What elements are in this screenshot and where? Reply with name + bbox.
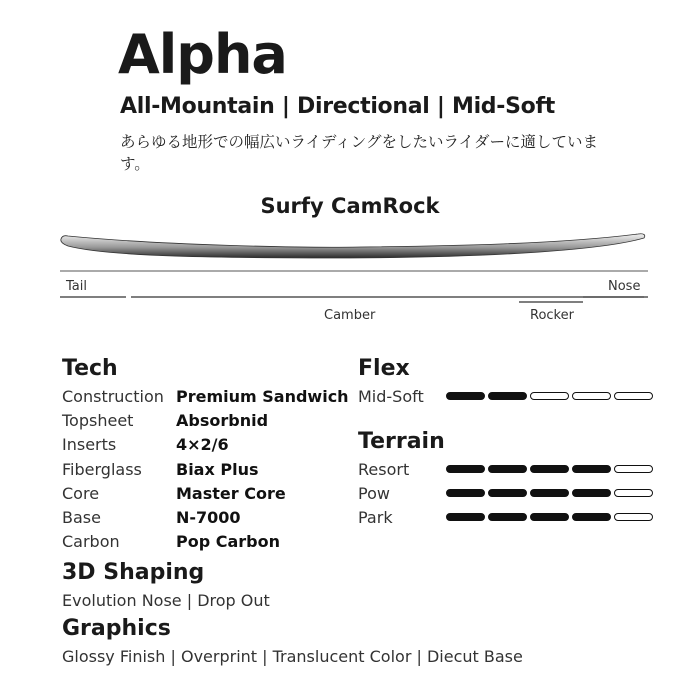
rating-segment-filled <box>530 489 569 497</box>
graphics-heading: Graphics <box>62 616 171 641</box>
rating-segment-filled <box>530 513 569 521</box>
graphics-text: Glossy Finish | Overprint | Translucent Color | Diecut Base <box>62 647 523 666</box>
terrain-label-pow: Pow <box>358 484 390 503</box>
rating-segment-empty <box>530 392 569 400</box>
spec-label-topsheet: Topsheet <box>62 411 134 430</box>
spec-label-base: Base <box>62 508 101 527</box>
rating-segment-filled <box>572 489 611 497</box>
spec-value-topsheet: Absorbnid <box>176 411 269 430</box>
rating-segment-filled <box>446 465 485 473</box>
terrain-label-park: Park <box>358 508 393 527</box>
spec-value-construction: Premium Sandwich <box>176 387 349 406</box>
rating-segment-empty <box>614 392 653 400</box>
profile-title: Surfy CamRock <box>260 194 440 218</box>
terrain-heading: Terrain <box>358 429 445 454</box>
nose-label: Nose <box>608 279 641 294</box>
rating-segment-empty <box>614 465 653 473</box>
rating-segment-filled <box>446 489 485 497</box>
spec-label-fiberglass: Fiberglass <box>62 460 142 479</box>
flex-heading: Flex <box>358 356 410 381</box>
rating-segment-filled <box>446 513 485 521</box>
rating-segment-filled <box>572 465 611 473</box>
spec-value-carbon: Pop Carbon <box>176 532 281 551</box>
spec-value-base: N-7000 <box>176 508 241 527</box>
rating-segment-filled <box>488 513 527 521</box>
spec-label-carbon: Carbon <box>62 532 120 551</box>
board-shape <box>61 234 645 258</box>
camber-label: Camber <box>324 308 376 323</box>
spec-label-construction: Construction <box>62 387 164 406</box>
terrain-rating-bar-park <box>446 513 653 521</box>
product-title: Alpha <box>118 23 287 86</box>
product-subtitle: All-Mountain | Directional | Mid-Soft <box>120 94 555 119</box>
tech-heading: Tech <box>62 356 118 381</box>
flex-rating-bar <box>446 392 653 400</box>
shaping-text: Evolution Nose | Drop Out <box>62 591 270 610</box>
rating-segment-empty <box>614 513 653 521</box>
spec-value-fiberglass: Biax Plus <box>176 460 259 479</box>
rating-segment-filled <box>488 392 527 400</box>
spec-value-inserts: 4×2/6 <box>176 435 229 454</box>
spec-value-core: Master Core <box>176 484 286 503</box>
terrain-rating-bar-pow <box>446 489 653 497</box>
flex-label-mid-soft: Mid-Soft <box>358 387 424 406</box>
rating-segment-filled <box>572 513 611 521</box>
rating-segment-filled <box>530 465 569 473</box>
rating-segment-filled <box>488 489 527 497</box>
terrain-rating-bar-resort <box>446 465 653 473</box>
product-description: あらゆる地形での幅広いライディングをしたいライダーに適しています。 <box>120 133 599 173</box>
shaping-heading: 3D Shaping <box>62 560 205 585</box>
tail-label: Tail <box>66 279 87 294</box>
terrain-label-resort: Resort <box>358 460 410 479</box>
rating-segment-empty <box>614 489 653 497</box>
spec-label-inserts: Inserts <box>62 435 117 454</box>
rating-segment-empty <box>572 392 611 400</box>
spec-label-core: Core <box>62 484 100 503</box>
rocker-label: Rocker <box>530 308 574 323</box>
rating-segment-filled <box>446 392 485 400</box>
rating-segment-filled <box>488 465 527 473</box>
